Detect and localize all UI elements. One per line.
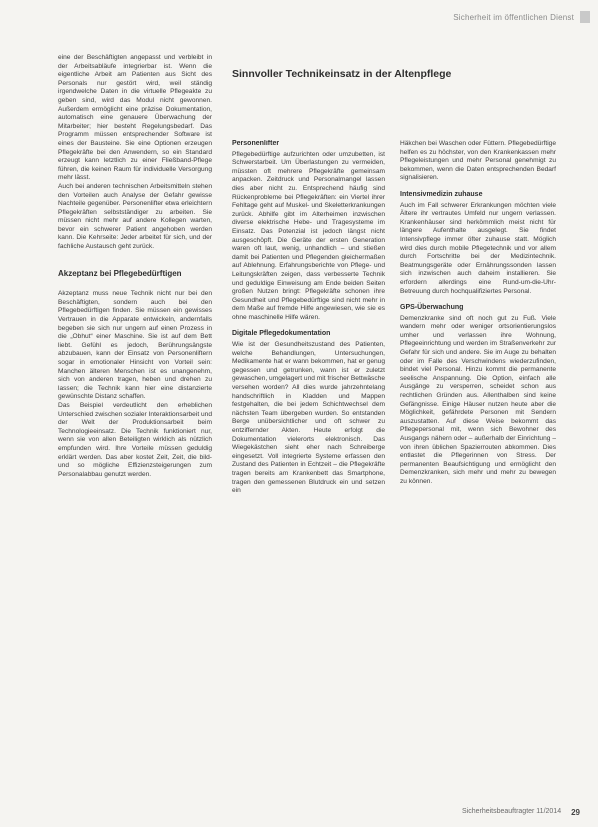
paragraph: Auch im Fall schwerer Erkrankungen möchten viele Ältere ihr vertrautes Umfeld nur ungern verlassen. Krankenhäuser sind herkömmlich meist nicht für längere Aufenthalte ausgelegt. Sie findet Intensivpflege immer öfter zuhause statt. Möglich wird dies durch mobile Pflegetechnik und vor allem durch Fortschritte bei der Medizintechnik. Beatmungsgeräte oder Ernährungssonden lassen sich inzwischen auch daheim installieren. Sie erfordern allerdings eine Rund-um-die-Uhr-Betreuung durch hochqualifiziertes Personal.	[400, 201, 556, 295]
subheading-personenlifter: Personenlifter	[232, 140, 280, 147]
paragraph: Auch bei anderen technischen Arbeitsmitteln stehen den Vorteilen auch Analyse der Gefahr gewisse Nachteile gegenüber. Personenlifter etwa erleichtern Pflegekräften selbstständiger zu arbeiten. Sie müssen nicht mehr auf andere Kollegen warten, bevor ein schwerer Patient angehoben werden kann. Die Kehrseite: Jeder arbeitet für sich, und der fachliche Austausch geht zurück.	[58, 182, 212, 251]
article-title: Sinnvoller Technikeinsatz in der Altenpflege	[232, 68, 452, 80]
column-right	[400, 140, 556, 760]
header-color-block	[580, 11, 590, 23]
column-middle	[232, 140, 385, 760]
running-header	[410, 8, 590, 26]
running-title: Sicherheit im öffentlichen Dienst	[453, 12, 574, 22]
paragraph: Das Beispiel verdeutlicht den erheblichen Unterschied zwischen sozialer Interaktionsarbeit und der Welt der Produktionsarbeit beim Technologieeinsatz. Die Technik funktioniert nur, wenn sie von allen Beteiligten wirklich als nützlich empfunden wird. Ihre Vorteile müssen geduldig erklärt werden. Das aber kostet Zeit, Zeit, die bild- und so mögliche Effizienzsteigerungen zum Personalabbau genutzt werden.	[58, 401, 212, 478]
paragraph: Akzeptanz muss neue Technik nicht nur bei den Beschäftigten, sondern auch bei den Pflegebedürftigen finden. Sie müssen ein gewisses Vertrauen in die Apparate entwickeln, andernfalls begeben sie sich nur ungern auf einen Prozess in die „Obhut“ einer Maschine. Sie ist auf dem Bett liebt. Gefühl es jedoch, Berührungsängste abzubauen, kann der Einsatz von Personenliftern sogar in emotionaler Hinsicht von Vorteil sein: Manchen älteren Menschen ist es unangenehm, sich von anderen tragen, heben und drehen zu lassen; die Technik kann hier eine distanzierte gewünschte Distanz schaffen.	[58, 290, 212, 401]
magazine-name: Sicherheitsbeauftragter 11/2014	[461, 808, 562, 815]
paragraph: Häkchen bei Waschen oder Füttern. Pflegebedürftige helfen es zu höchster, von den Krankenkassen mehr Pflegeleistungen und mehr Personal genehmigt zu bekommen, wenn die Daten entsprechenden Bedarf signalisieren.	[400, 140, 556, 182]
page-footer	[440, 808, 580, 817]
paragraph: Pflegebedürftige aufzurichten oder umzubetten, ist Schwerstarbeit. Um Überlastungen zu vermeiden, müssten oft mehrere Pflegekräfte gemeinsam anpacken. Zeitdruck und Personalmangel lassen dies aber nicht zu. Entsprechend häufig sind Rückenprobleme bei Pflegekräften: ein Viertel ihrer Fehltage geht auf Muskel- und Skeletterkrankungen zurück. Abhilfe gibt im Alterheimen inzwischen diverse elektrische Hebe- und Tragesysteme im Einsatz. Das Potenzial ist jedoch längst nicht ausgeschöpft. Die Geräte der ersten Generation waren oft laut, wenig, unhandlich – und stießen damit bei Patienten und Pflegenden gleichermaßen auf Ablehnung. Erfahrungsberichte von Pflege- und Leitungskräften zeigen, dass verbesserte Technik und geduldige Einweisung am Ende beiden Seiten großen Nutzen bringt: Pflegekräfte schonen ihre Gesundheit und Pflegebedürftige sind nicht mehr in dem Maße auf fremde Hilfe angewiesen, wie sie es ohne maschinelle Hilfe wären.	[232, 150, 385, 321]
paragraph: Wie ist der Gesundheitszustand des Patienten, welche Behandlungen, Untersuchungen, Medikamente hat er wann bekommen, hat er genug gegessen und getrunken, wann ist er zuletzt gewaschen, umgelagert und mit frischer Bettwäsche versehen worden? All dies wurde jahrzehntelang handschriftlich in Kladden und Mappen festgehalten, die bei jedem Schichtwechsel dem nächsten Team übergeben wurden. So entstanden Berge unübersichtlicher und oft schwer zu entziffernder Akten. Heute erfolgt die Dokumentation vielerorts elektronisch. Das Wiegekästchen sieht eher nach Schreiberge eingesetzt. Voll integrierte Systeme erfassen den Zustand des Patienten in Echtzeit – die Pflegekräfte tragen bereits am Krankenbett das Smartphone, tragen den gemessenen Blutdruck ein und setzen ein	[232, 341, 385, 495]
paragraph: Demenzkranke sind oft noch gut zu Fuß. Viele wandern mehr oder weniger ortsorientierungslos umher und verlassen ihre Wohnung, Pflegeeinrichtung und werden im Straßenverkehr zur Gefahr für sich und andere. Sie im Auge zu behalten oder im Falle des Verschwindens wiederzufinden, bindet viel Personal. Hinzu kommt die permanente seelische Anspannung. Die Option, einfach alle Ausgänge zu versperren, scheidet schon aus rechtlichen Gründen aus. Allenthalben sind keine Gefängnisse. Einige Häuser nutzen heute aber die Möglichkeit, gefährdete Personen mit Sendern auszustatten. Auf diese Weise bekommt das Pflegepersonal mit, wenn sich Bewohner des Ausgangs nähern oder – außerhalb der Einrichtung – von ihren üblichen Spazierrouten abkommen. Dies entlastet die Pflegerinnen von Stress. Der permanenten Beaufsichtigung und ermöglicht den Demenzkranken, sich mehr und mehr zu bewegen zu können.	[400, 314, 556, 485]
subheading-intensivmedizin: Intensivmedizin zuhause	[400, 190, 483, 198]
section-heading-akzeptanz: Akzeptanz bei Pflegebedürftigen	[58, 268, 182, 278]
subheading-gps: GPS-Überwachung	[400, 304, 464, 312]
paragraph: eine der Beschäftigten angepasst und verbleibt in der Arbeitsabläufe integrierbar ist. Wenn die eigentliche Arbeit am Patienten aus Sicht des Personals nur gestört wird, weil ständig irgendwelche Daten in die virtuelle Pflegeakte zu geben sind, wird das Modul nicht gewonnen. Außerdem ermöglicht eine präzise Dokumentation, automatisch eine genauere Überwachung der Mitarbeiter; hier besteht Regelungsbedarf. Das Programm müssen entsprechender Software ist eines der Bausteine. Sie eine Optionen erzeugen Pflegekräfte bei den Anwendern, so ein Standard erzeugt kann letztlich zu einer Fließband-Pflege führen, die keinen Raum für individuelle Versorgung mehr lässt.	[58, 54, 212, 182]
subheading-pflegedokumentation: Digitale Pflegedokumentation	[232, 330, 331, 338]
column-left	[58, 54, 212, 824]
page-number: 29	[571, 808, 580, 817]
